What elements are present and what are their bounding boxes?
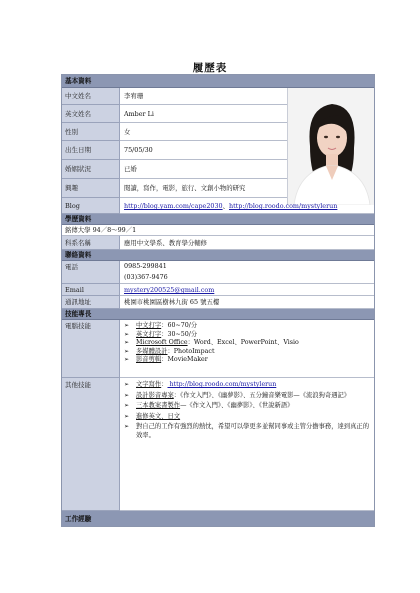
skill-name: 多媒體設計 [136, 347, 168, 355]
blog-link-yam[interactable]: http://blog.yam.com/cape2030 [124, 202, 223, 210]
skill-detail: ：Word、Excel、PowerPoint、Visio [187, 339, 299, 347]
skill-detail: ：60~70/分 [161, 322, 198, 329]
arrow-bullet-icon: ➢ [124, 381, 130, 388]
skill-name: 文字寫作 [136, 381, 162, 388]
section-work: 工作經驗 [62, 511, 374, 526]
gender-value: 女 [120, 123, 287, 141]
address-value: 桃園市桃園區樹林九街 65 號五樓 [120, 296, 374, 309]
skill-item [120, 322, 374, 331]
portrait-icon [288, 88, 374, 205]
computer-skills-list [120, 322, 374, 365]
resume-table [61, 74, 375, 527]
other-skills-value [120, 378, 374, 511]
address-label: 通訊地址 [62, 296, 120, 309]
section-education: 學歷資料 [62, 214, 374, 225]
skill-item [120, 392, 374, 401]
arrow-bullet-icon: ➢ [124, 347, 130, 355]
blog-label: Blog [62, 198, 120, 214]
skill-name: Microsoft Office [136, 339, 188, 347]
skill-detail: ：PhotoImpact [167, 347, 215, 355]
computer-skills-value [120, 320, 374, 378]
education-school: 銘傳大學 94／8～99／1 [62, 225, 374, 236]
interests-label: 興趣 [62, 179, 120, 198]
skill-item [120, 413, 374, 422]
gender-label: 性別 [62, 123, 120, 141]
phone-label: 電話 [62, 261, 120, 284]
arrow-bullet-icon: ➢ [124, 402, 130, 410]
skill-name: 設計影音專案 [136, 391, 174, 399]
name-zh-value: 李宥珊 [120, 88, 287, 105]
marital-label: 婚姻狀況 [62, 160, 120, 179]
skill-name: 三本教案書製作 [136, 402, 181, 410]
birth-label: 出生日期 [62, 141, 120, 160]
skill-detail: ：MovieMaker [161, 356, 208, 364]
arrow-bullet-icon: ➢ [124, 322, 130, 329]
skill-detail: ：30~50/分 [161, 330, 198, 338]
skill-item [120, 423, 374, 440]
skill-name: 進修英文、日文 [136, 412, 181, 420]
dept-value: 應用中文學系、教育學分輔修 [120, 236, 374, 250]
skill-item [120, 381, 374, 390]
other-skills-list [120, 381, 374, 441]
arrow-bullet-icon: ➢ [124, 356, 130, 364]
phone-home: (03)367-9476 [124, 273, 168, 281]
skill-name: 英文打字 [136, 330, 162, 338]
marital-value: 已婚 [120, 160, 287, 179]
profile-photo [287, 88, 374, 205]
skill-detail: 對自己的工作有強烈的熱忱，希望可以學更多並幫同事或主管分擔事務，達到真正的效率。 [136, 423, 369, 439]
section-basic: 基本資料 [62, 75, 374, 88]
skill-detail: —《作文入門》、《幽夢影》、《世說新語》 [180, 402, 294, 410]
skill-detail: ： [161, 381, 168, 388]
birth-value: 75/05/30 [120, 141, 287, 160]
arrow-bullet-icon: ➢ [124, 339, 130, 347]
email-label: Email [62, 284, 120, 296]
blog-value [120, 198, 374, 214]
email-link[interactable]: mystery200525@gmail.com [124, 286, 215, 294]
skill-name: 中文打字 [136, 322, 162, 329]
name-en-label: 英文姓名 [62, 105, 120, 123]
name-en-value: Amber Li [120, 105, 287, 123]
phone-mobile: 0985-299841 [124, 262, 167, 270]
dept-label: 科系名稱 [62, 236, 120, 250]
section-skills: 技能專長 [62, 309, 374, 320]
arrow-bullet-icon: ➢ [124, 412, 130, 420]
skill-item [120, 339, 374, 348]
skill-detail: ：《作文入門》、《幽夢影》、五分鐘音樂電影—《流浪狗奇遇記》 [173, 391, 351, 399]
interests-value: 閱讀，寫作，電影，旅行、文創小物的研究 [120, 179, 287, 198]
email-value [120, 284, 374, 296]
skill-item [120, 356, 374, 365]
blog-link-roodo[interactable]: http://blog.roodo.com/mystylerun [228, 202, 338, 210]
section-contact: 聯絡資料 [62, 250, 374, 261]
skill-link[interactable]: http://blog.roodo.com/mystylerun [167, 381, 277, 388]
name-zh-label: 中文姓名 [62, 88, 120, 105]
page-title: 履歷表 [192, 62, 228, 74]
skill-item [120, 331, 374, 340]
arrow-bullet-icon: ➢ [124, 423, 130, 431]
blog-separator: 、 [222, 202, 229, 210]
computer-skills-label: 電腦技能 [62, 320, 120, 378]
arrow-bullet-icon: ➢ [124, 330, 130, 338]
arrow-bullet-icon: ➢ [124, 391, 130, 399]
skill-name: 影音剪輯 [136, 356, 162, 364]
phone-value [120, 261, 374, 284]
other-skills-label: 其他技能 [62, 378, 120, 511]
skill-item [120, 402, 374, 411]
